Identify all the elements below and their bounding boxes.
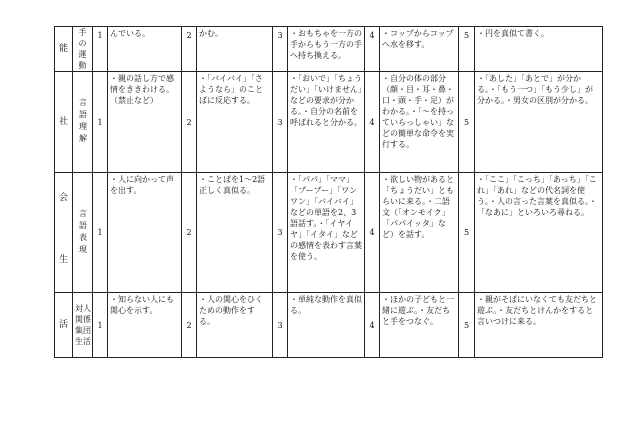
item-text xyxy=(108,72,182,173)
subcategory-cell xyxy=(73,72,93,173)
stage-number: 2 xyxy=(182,293,197,358)
item-text xyxy=(197,173,273,293)
item-text-content: ・人の関心をひくための動作をする。 xyxy=(199,295,263,326)
stage-number: 5 xyxy=(459,293,475,358)
subcategory-cell xyxy=(73,293,93,358)
item-text-content: ・「あした」「あとで」が分かる。・「もう一つ」「もう少し」が分かる。・男女の区別が分かる。 xyxy=(477,74,593,105)
item-text xyxy=(475,27,603,72)
table-row xyxy=(55,72,603,173)
item-text xyxy=(288,293,365,358)
stage-number: 5 xyxy=(459,27,475,72)
item-text-content: ・親がそばにいなくても友だちと遊ぶ。・友だちとけんかをすると言いつけに来る。 xyxy=(477,295,597,326)
item-text-content: ・おもちゃを一方の手からもう一方の手へ持ち換える。 xyxy=(290,29,362,60)
category-label: 生 xyxy=(58,255,68,265)
stage-number: 1 xyxy=(93,293,108,358)
table-row xyxy=(55,27,603,72)
item-text-content: ・「バイバイ」「さようなら」のことばに反応する。 xyxy=(199,74,263,105)
category-cell xyxy=(55,173,73,293)
item-text xyxy=(197,72,273,173)
stage-number: 1 xyxy=(93,27,108,72)
item-text-content: ・「ここ」「こっち」「あっち」「これ」「あれ」などの代名詞を使う。・人の言った言葉を真似る。・「なあに」といろいろ尋ねる。 xyxy=(477,175,597,217)
stage-number: 4 xyxy=(365,27,380,72)
subcategory-cell xyxy=(73,173,93,293)
stage-number: 1 xyxy=(93,72,108,173)
item-text-content: ・「おいで」「ちょうだい」「いけません」などの要求が分かる。・自分の名前を呼ばれると分かる。 xyxy=(290,74,362,127)
item-text xyxy=(380,293,459,358)
item-text-content: ・単純な動作を真似る。 xyxy=(290,295,362,315)
category-cell xyxy=(55,72,73,173)
item-text-content: ・人に向かって声を出す。 xyxy=(110,175,174,195)
item-text xyxy=(475,173,603,293)
stage-number: 5 xyxy=(459,72,475,173)
stage-number: 3 xyxy=(273,72,288,173)
table-row xyxy=(55,173,603,293)
category-cell xyxy=(55,27,73,72)
item-text xyxy=(197,27,273,72)
item-text xyxy=(108,27,182,72)
item-text xyxy=(197,293,273,358)
subcategory-label: 言語理解 xyxy=(78,98,88,146)
item-text-content: ・「パパ」「ママ」「ブーブー」「ワンワン」「バイバイ」などの単語を2、3語話す。・「イヤイヤ」「イタイ」などの感情を表わす言葉を使う。 xyxy=(290,175,362,261)
stage-number: 2 xyxy=(182,72,197,173)
subcategory-cell xyxy=(73,27,93,72)
table-row xyxy=(55,293,603,358)
item-text-content: ・円を真似て書く。 xyxy=(477,29,549,38)
item-text xyxy=(380,72,459,173)
stage-number: 2 xyxy=(182,27,197,72)
stage-number: 3 xyxy=(273,293,288,358)
category-label: 会 xyxy=(58,193,68,203)
item-text xyxy=(475,72,603,173)
stage-number: 3 xyxy=(273,27,288,72)
item-text-content: ・コップからコップへ水を移す。 xyxy=(382,29,454,49)
item-text-content: ・自分の体の部分（顔・目・耳・鼻・口・頭・手・足）がわかる。・「～を持っていらっしゃい」などの簡単な命令を実行する。 xyxy=(382,74,454,149)
item-text-content: ・知らない人にも関心を示す。 xyxy=(110,295,174,315)
subcategory-label: 対人関係 集団生活 xyxy=(75,304,91,346)
item-text xyxy=(288,173,365,293)
category-label: 活 xyxy=(58,320,68,330)
stage-number: 5 xyxy=(459,173,475,293)
item-text-content: ・ほかの子どもと一緒に遊ぶ。・友だちと手をつなぐ。 xyxy=(382,295,454,326)
category-label: 能 xyxy=(58,44,68,54)
category-cell xyxy=(55,293,73,358)
subcategory-label: 手の運動 xyxy=(78,28,87,70)
stage-number: 1 xyxy=(93,173,108,293)
item-text-content: ・ことばを1～2語正しく真似る。 xyxy=(199,175,266,195)
item-text xyxy=(475,293,603,358)
item-text-content: かむ。 xyxy=(199,29,223,38)
item-text-content: んでいる。 xyxy=(110,29,150,38)
subcategory-label: 言語表現 xyxy=(78,208,88,257)
item-text xyxy=(288,27,365,72)
development-checklist-table xyxy=(54,26,603,358)
stage-number: 2 xyxy=(182,173,197,293)
item-text xyxy=(380,27,459,72)
stage-number: 4 xyxy=(365,293,380,358)
item-text xyxy=(108,173,182,293)
item-text xyxy=(108,293,182,358)
category-label: 社 xyxy=(58,117,68,127)
stage-number: 4 xyxy=(365,173,380,293)
item-text-content: ・欲しい物があると「ちょうだい」ともらいに来る。・二語文（「オンモイク」「パパイッタ」など）を話す。 xyxy=(382,175,454,239)
item-text-content: ・親の話し方で感情をききわける。（禁止など） xyxy=(110,74,174,105)
item-text xyxy=(288,72,365,173)
item-text xyxy=(380,173,459,293)
stage-number: 3 xyxy=(273,173,288,293)
stage-number: 4 xyxy=(365,72,380,173)
